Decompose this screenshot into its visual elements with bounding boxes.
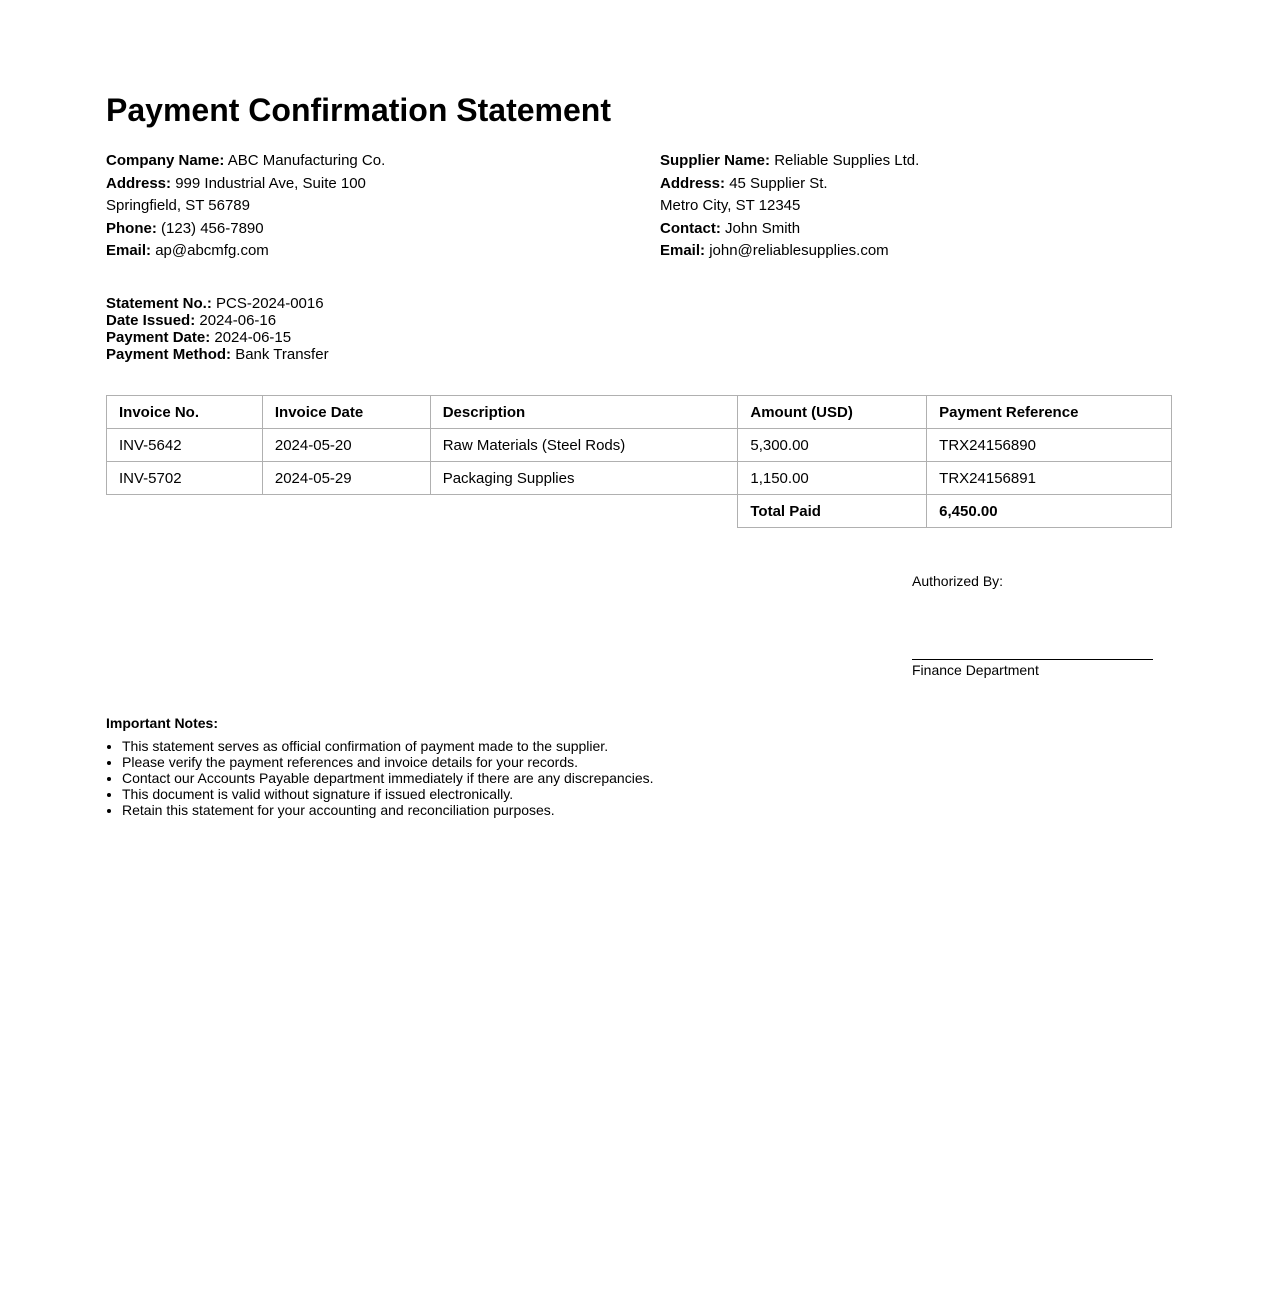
- company-address-line1: 999 Industrial Ave, Suite 100: [175, 174, 366, 192]
- supplier-contact-label: Contact:: [660, 219, 721, 237]
- total-row-spacer: [107, 495, 738, 528]
- supplier-address-line2: Metro City, ST 12345: [660, 197, 801, 214]
- company-name-line: [106, 150, 385, 173]
- column-header-payment-reference: Payment Reference: [927, 396, 1172, 429]
- payment-method: Bank Transfer: [235, 346, 329, 363]
- supplier-name: Reliable Supplies Ltd.: [774, 152, 920, 169]
- supplier-name-line: [660, 150, 919, 173]
- amount-cell: 1,150.00: [738, 462, 927, 495]
- total-row: [107, 495, 1172, 528]
- statement-number-line: [106, 295, 329, 312]
- payment-reference-cell: TRX24156890: [927, 429, 1172, 462]
- column-header-invoice-date: Invoice Date: [262, 396, 430, 429]
- company-email-line: [106, 240, 385, 263]
- payment-date: 2024-06-15: [214, 329, 292, 346]
- payment-method-line: [106, 346, 329, 363]
- column-header-invoice-no: Invoice No.: [107, 396, 263, 429]
- notes-list: [106, 738, 654, 818]
- table-header-row: [107, 396, 1172, 429]
- company-email-label: Email:: [106, 242, 152, 259]
- statement-number-label: Statement No.:: [106, 295, 212, 312]
- invoice-number-cell: INV-5702: [107, 462, 263, 495]
- invoice-table: [106, 395, 1172, 528]
- description-cell: Packaging Supplies: [430, 462, 738, 495]
- amount-cell: 5,300.00: [738, 429, 927, 462]
- company-phone-label: Phone:: [106, 219, 157, 237]
- supplier-info: [660, 150, 919, 263]
- payment-date-label: Payment Date:: [106, 329, 211, 346]
- supplier-email-line: [660, 240, 919, 263]
- statement-number: PCS-2024-0016: [216, 295, 324, 312]
- list-item: • Retain this statement for your accounting and reconciliation purposes.: [122, 802, 654, 818]
- notes-title: Important Notes:: [106, 715, 218, 731]
- signature-department: Finance Department: [912, 662, 1039, 678]
- statement-meta: [106, 295, 329, 363]
- supplier-address-line1: 45 Supplier St.: [729, 174, 828, 192]
- page-title: Payment Confirmation Statement: [106, 92, 611, 128]
- company-address-line2: Springfield, ST 56789: [106, 197, 250, 214]
- table-row: [107, 429, 1172, 462]
- company-name: ABC Manufacturing Co.: [227, 152, 386, 169]
- date-issued-line: [106, 312, 329, 329]
- company-name-label: Company Name:: [106, 152, 225, 169]
- supplier-email: john@reliablesupplies.com: [709, 242, 889, 259]
- supplier-email-label: Email:: [660, 242, 706, 259]
- authorized-by-label: Authorized By:: [912, 573, 1004, 589]
- invoice-date-cell: 2024-05-20: [262, 429, 430, 462]
- supplier-contact: John Smith: [725, 219, 801, 237]
- list-item: • This document is valid without signature if issued electronically.: [122, 786, 654, 802]
- table-row: [107, 462, 1172, 495]
- signature-block: [912, 571, 1153, 680]
- column-header-amount: Amount (USD): [738, 396, 927, 429]
- company-phone: (123) 456-7890: [161, 219, 264, 237]
- company-phone-line: [106, 218, 385, 241]
- description-cell: Raw Materials (Steel Rods): [430, 429, 738, 462]
- column-header-description: Description: [430, 396, 738, 429]
- total-label: Total Paid: [738, 495, 927, 528]
- company-address-line: [106, 173, 385, 196]
- company-address-label: Address:: [106, 174, 172, 192]
- company-info: [106, 150, 385, 263]
- payment-reference-cell: TRX24156891: [927, 462, 1172, 495]
- invoice-date-cell: 2024-05-29: [262, 462, 430, 495]
- list-item: • This statement serves as official confirmation of payment made to the supplier.: [122, 738, 654, 754]
- date-issued-label: Date Issued:: [106, 312, 196, 329]
- supplier-address-label: Address:: [660, 174, 726, 192]
- payment-date-line: [106, 329, 329, 346]
- total-value: 6,450.00: [927, 495, 1172, 528]
- company-email: ap@abcmfg.com: [155, 242, 269, 259]
- supplier-address-line: [660, 173, 919, 196]
- supplier-contact-line: [660, 218, 919, 241]
- supplier-name-label: Supplier Name:: [660, 152, 771, 169]
- list-item: • Please verify the payment references and invoice details for your records.: [122, 754, 654, 770]
- list-item: • Contact our Accounts Payable department immediately if there are any discrepancies.: [122, 770, 654, 786]
- invoice-number-cell: INV-5642: [107, 429, 263, 462]
- payment-method-label: Payment Method:: [106, 346, 232, 363]
- date-issued: 2024-06-16: [199, 312, 277, 329]
- important-notes: [106, 714, 654, 818]
